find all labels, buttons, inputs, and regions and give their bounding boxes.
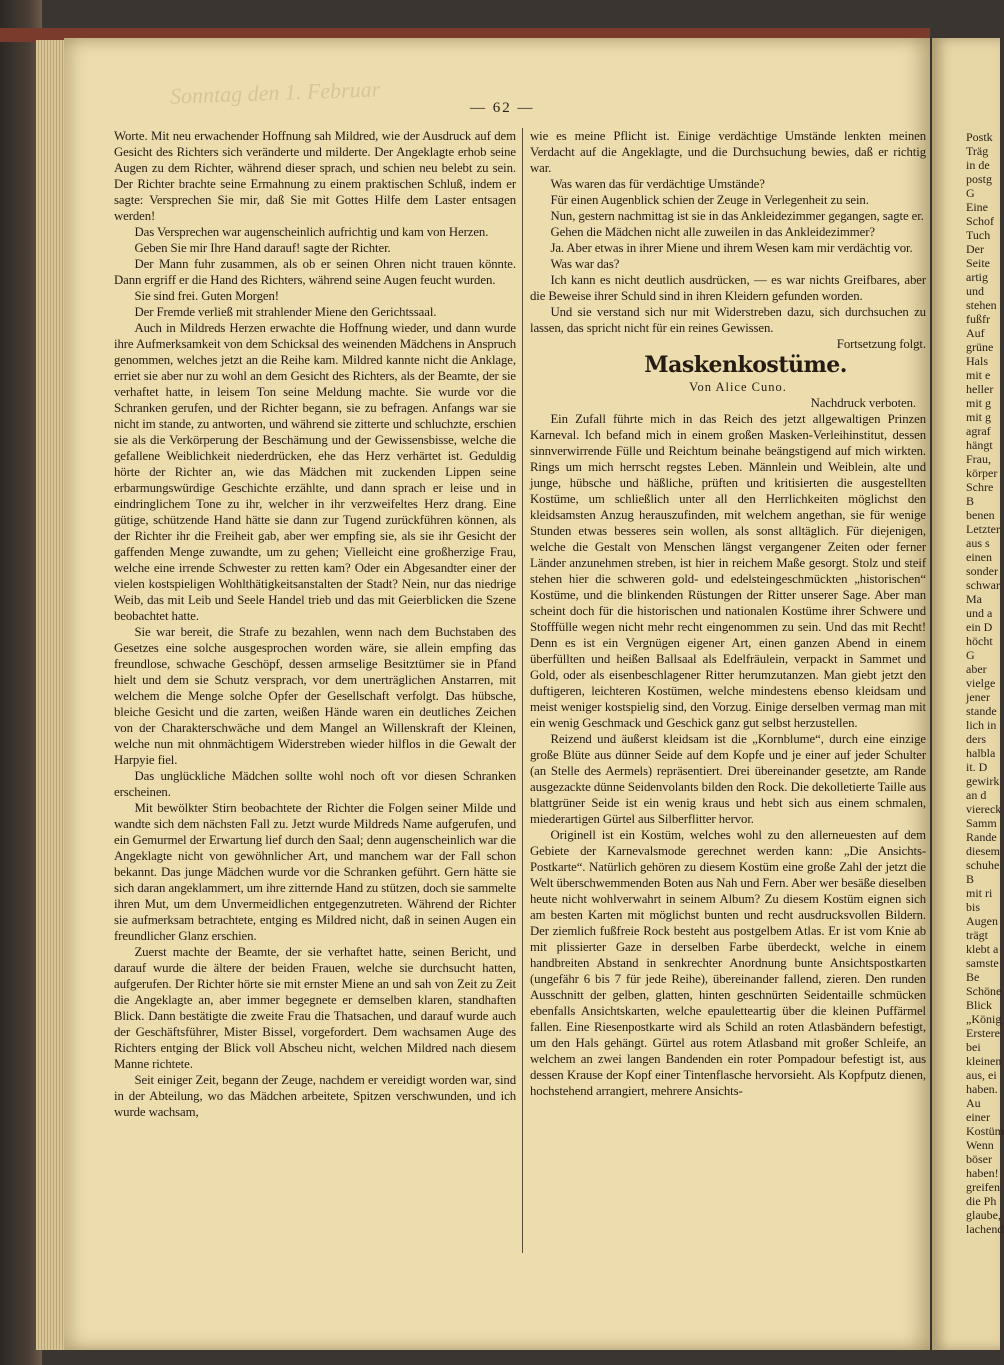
next-page-line-fragment: mit g — [966, 410, 992, 424]
next-page-line-fragment: Samm — [966, 816, 997, 830]
paragraph: Zuerst machte der Beamte, der sie verhaftet hatte, seinen Bericht, und darauf wurde die ältere der beiden Frauen, welche sie durchsucht hatten, aufgerufen. Der Richter hörte sie mit ernster Miene an und sah von Zeit zu Zeit die Angeklagte an, aber immer begegnete er demselben klaren, standhaften Blick. Dann bestätigte die zweite Frau die Thatsachen, und darauf wurde auch der Geschäftsführer, Mister Bissel, vorgefordert. Dem wachsamen Auge des Richters entging der Blick voll Abscheu nicht, welchen Mildred nach diesem Manne richtete. — [114, 945, 516, 1071]
article-paragraph: Reizend und äußerst kleidsam ist die „Kornblume“, durch eine einzige große Blüte aus dünner Seide auf dem Kopfe und je einer auf jeder Schulter (an Stelle des Aermels) repräsentiert. Drei übereinander gesetzte, am Rande ausgezackte dünne Seidenvolants bilden den Rock. Die dekolletierte Taille aus blattgrüner Seide ist ein wenig kraus und hebt sich aus einem schmalen, miederartigen Gürtel aus Silberflitter hervor. — [530, 732, 926, 826]
next-page-line-fragment: glaube, — [966, 1208, 1001, 1222]
next-page-line-fragment: haben. — [966, 1082, 998, 1096]
next-page-line-fragment: fußfr — [966, 312, 990, 326]
paragraph: Geben Sie mir Ihre Hand darauf! sagte der Richter. — [134, 241, 391, 255]
next-page-line-fragment: Be — [966, 970, 980, 984]
paragraph: Seit einiger Zeit, begann der Zeuge, nachdem er vereidigt worden war, sind in der Abteilung, wo das Mädchen arbeitete, Spitzen verschwunden, und ich wurde wachsam, — [114, 1073, 516, 1119]
next-page-line-fragment: Letzter — [966, 522, 1000, 536]
page-number: — 62 — — [470, 100, 535, 116]
continuation-notice: Fortsetzung folgt. — [836, 337, 926, 351]
next-page-line-fragment: lachend — [966, 1222, 1004, 1236]
next-page-line-fragment: stande — [966, 704, 997, 718]
next-page-line-fragment: greifen — [966, 1180, 1000, 1194]
next-page-line-fragment: Der — [966, 242, 984, 256]
next-page-line-fragment: diesem — [966, 844, 1000, 858]
next-page-line-fragment: Träg — [966, 144, 989, 158]
next-page-line-fragment: und — [966, 284, 984, 298]
paragraph: Der Mann fuhr zusammen, als ob er seinen Ohren nicht trauen könnte. Dann ergriff er die Hand des Richters, während seine Augen feucht wurden. — [114, 257, 516, 287]
paragraph: Auch in Mildreds Herzen erwachte die Hoffnung wieder, und dann wurde ihre Aufmerksamkeit von dem Schicksal des weinenden Mädchens in Anspruch genommen, welches jetzt an die Reihe kam. Mildred kannte nicht die Anklage, erriet sie aber nur zu wohl an dem Gesicht des Richters, als der Beamte, der sie verhaftet hatte, in leisem Ton seine Meldung machte. Sie wurde vor die Schranken gerufen, und der Richter begann, sie zu befragen. Anfangs war sie nicht im stande, zu antworten, und während sie zitterte und schluchzte, erschien sie als die Verkörperung der Beschämung und der Gewissensbisse, welche die gefallene Weiblichkeit niederdrücken, ehe das Herz verhärtet ist. Geduldig hörte der Richter an, wie das Mädchen mit zuckenden Lippen seine erbarmungswürdige Geschichte erzählte, und dann sprach er leise und in eindringlichem Tone zu ihr, welcher in ihr verzweifeltes Herz drang. Eine gütige, schützende Hand hätte sie dann zur Tugend zurückführen können, als der Richter ihr die Freiheit gab, aber wer empfing sie, als sie ihr Gesicht der gaffenden Menge zuwandte, um zu gehen; Vielleicht eine großherzige Frau, welche eine irrende Schwester zu retten kam? Oder ein Abgesandter einer der vielen kostspieligen Wohlthätigkeitsanstalten der Stadt? Nein, nur das niedrige Weib, das mit Leib und Seele Handel trieb und das mit Geierblicken die Szene beobachtet hatte. — [114, 321, 516, 623]
next-page-line-fragment: G — [966, 186, 975, 200]
next-page-line-fragment: aus s — [966, 536, 990, 550]
next-page-line-fragment: schwar — [966, 578, 1000, 592]
column-divider — [522, 128, 523, 1253]
next-page-line-fragment: ders — [966, 732, 986, 746]
paragraph: Sie sind frei. Guten Morgen! — [134, 289, 279, 303]
next-page-line-fragment: ein D — [966, 620, 993, 634]
next-page-line-fragment: it. D — [966, 760, 988, 774]
next-page-line-fragment: mit e — [966, 368, 991, 382]
paragraph: Gehen die Mädchen nicht alle zuweilen in das Ankleidezimmer? — [550, 225, 875, 239]
next-page-line-fragment: Blick — [966, 998, 992, 1012]
continuation-line — [530, 336, 926, 352]
next-page-line-fragment: hängt — [966, 438, 993, 452]
left-column — [114, 128, 516, 1120]
next-page-line-fragment: stehen — [966, 298, 997, 312]
next-page-line-fragment: Postk — [966, 130, 993, 144]
next-page-line-fragment: haben! — [966, 1166, 999, 1180]
next-page-line-fragment: „König — [966, 1012, 1002, 1026]
paragraph: Was war das? — [550, 257, 620, 271]
next-page-line-fragment: Hals — [966, 354, 988, 368]
paragraph: Sie war bereit, die Strafe zu bezahlen, wenn nach dem Buchstaben des Gesetzes eine solche ausgesprochen worden wäre, sie allein empfing das freundlose, schwache Geschöpf, dessen armselige Besitztümer sie in Pfand hielt und dem sie Schutz versprach, vor dem unerträglichen Anstarren, mit welchem die Menge solche Opfer der Gesellschaft verfolgt. Das hübsche, bleiche Gesicht und die zarten, weißen Hände waren ein deutliches Zeichen von der Charakterschwäche und dem Mangel an Willenskraft der Kleinen, welche nun mit ohnmächtigem Widerstreben wieder hilflos in die Gewalt der Harpyie fiel. — [114, 625, 516, 767]
article-paragraph: Ein Zufall führte mich in das Reich des jetzt allgewaltigen Prinzen Karneval. Ich befand mich in einem großen Masken-Verleihinstitut, dessen sinnverwirrende Fülle und Reichtum beinahe beängstigend auf mich wirkten. Rings um mich herrscht regstes Leben. Männlein und Weiblein, alte und junge, hübsche und häßliche, prüften und kritisierten die ausgestellten Kostüme, um schließlich unter all den Herrlichkeiten möglichst den kleidsamsten Anzug herauszufinden, mit welchem angethan, sie für wenige Stunden etwas besseres sein wollen, als sonst alltäglich. Für diejenigen, welche die Gestalt von Menschen längst vergangener Zeiten oder ferner Länder anzunehmen streben, ist hier in reichem Maße gesorgt. Stolz und steif stehen hier die schweren gold- und edelsteingeschmückten „historischen“ Kostüme, und die blinkenden Rüstungen der Ritter unserer Sage. Aber man scheint doch für die historischen und nationalen Kostüme ihrer Schwere und Stofffülle wegen nicht mehr recht eingenommen zu sein. Und das mit Recht! Denn es ist ein Vergnügen eigener Art, einen ganzen Abend in einem überfüllten und heißen Ballsaal als Edelfräulein, verpackt in Sammet und Gold, oder als eisenbeschlagener Ritter herumzutanzen. Man giebt jetzt den duftigeren, leichteren Kostümen, welche mindestens ebenso kleidsam und meist weniger kostspielig sind, den Vorzug. Einige derselben vermag man mit ein wenig Geschmack und Geschick ganz gut selbst herzustellen. — [530, 412, 926, 730]
next-page-line-fragment: bei — [966, 1040, 981, 1054]
next-page-line-fragment: agraf — [966, 424, 991, 438]
next-page-line-fragment: kleinen — [966, 1054, 1002, 1068]
next-page-line-fragment: höcht — [966, 634, 993, 648]
next-page-line-fragment: einen — [966, 550, 992, 564]
article-paragraph: Originell ist ein Kostüm, welches wohl zu den allerneuesten auf dem Gebiete der Karnevalsmode gerechnet werden kann: „Die Ansichts-Postkarte“. Natürlich gehören zu diesem Kostüm eine große Zahl der jetzt die Welt überschwemmenden Boten aus Nah und Fern. Aber wer besäße dieselben heute nicht wohlverwahrt in seinem Album? Zu diesem Kostüm eignen sich am besten Karten mit möglichst bunten und recht ausdrucksvollen Bildern. Der ziemlich fußfreie Rock besteht aus postgelbem Atlas. Er ist vom Knie ab mit plissierter Gaze in derselben Farbe überdeckt, welche in einem handbreiten Abstand in senkrechter Anordnung bunte Ansichtspostkarten (ungefähr 6 bis 7 für jede Reihe), übereinander fallend, zieren. Den runden Ausschnitt der gelben, glatten, hinten geschnürten Seidentaille schmücken ebenfalls Ansichtskarten, welche epauletteartig über die kleinen Puffärmel fallen. Eine Riesenpostkarte wird als Schild an roten Atlasbändern befestigt, um den Hals gehängt. Gürtel aus rotem Atlasband mit großer Schleife, an welchem an zwei langen Bandenden ein roter Pompadour befestigt ist, aus dessen Krause der Kopf einer Tintenflasche hervorsieht. Als Kopfputz dienen, hochstehend arrangiert, mehrere Ansichts- — [530, 828, 926, 1098]
next-page-line-fragment: halbla — [966, 746, 996, 760]
next-page-line-fragment: Eine — [966, 200, 988, 214]
article-byline: Von Alice Cuno. — [689, 380, 787, 394]
paragraph: Das unglückliche Mädchen sollte wohl noch oft vor diesen Schranken erscheinen. — [114, 769, 516, 799]
next-page-line-fragment: Auf — [966, 326, 985, 340]
next-page-line-fragment: benen — [966, 508, 995, 522]
reprint-notice: Nachdruck verboten. — [810, 396, 916, 410]
next-page-line-fragment: und a — [966, 606, 993, 620]
next-page-line-fragment: lich in — [966, 718, 997, 732]
next-page-line-fragment: Schre — [966, 480, 994, 494]
next-page-line-fragment: gewirk — [966, 774, 1000, 788]
next-page-line-fragment: trägt — [966, 928, 988, 942]
next-page-line-fragment: bis — [966, 900, 981, 914]
article-title: Maskenkostüme. — [644, 352, 847, 378]
next-page-line-fragment: Tuch — [966, 228, 991, 242]
paragraph: Ich kann es nicht deutlich ausdrücken, — es war nichts Greifbares, aber die Beweise ihrer Schuld sind in ihren Kleidern gefunden worden. — [530, 273, 926, 303]
next-page-line-fragment: Schöne — [966, 984, 1002, 998]
paragraph: Worte. Mit neu erwachender Hoffnung sah Mildred, wie der Ausdruck auf dem Gesicht des Richters sich veränderte und milderte. Der Angeklagte erhob seine Augen zu dem Richter, während dieser sprach, und schien neu belebt zu sein. Der Richter brachte seine Ermahnung zu einem praktischen Schluß, indem er sagte: Versprechen Sie mir, daß Sie mit Gottes Hilfe dem Laster entsagen werden! — [114, 129, 516, 223]
next-page-line-fragment: einer — [966, 1110, 990, 1124]
next-page-line-fragment: artig — [966, 270, 988, 284]
next-page-line-fragment: Frau, — [966, 452, 991, 466]
next-page-line-fragment: Ma — [966, 592, 982, 606]
next-page-line-fragment: viereck — [966, 802, 1002, 816]
next-page-line-fragment: klebt a — [966, 942, 999, 956]
next-page-line-fragment: heller — [966, 382, 994, 396]
next-page-line-fragment: mit ri — [966, 886, 993, 900]
right-column — [530, 128, 926, 1099]
next-page-line-fragment: körper — [966, 466, 998, 480]
next-page-line-fragment: aber — [966, 662, 987, 676]
next-page-line-fragment: jener — [966, 690, 990, 704]
next-page-line-fragment: an d — [966, 788, 987, 802]
next-page-line-fragment: vielge — [966, 676, 996, 690]
next-page-line-fragment: in de — [966, 158, 990, 172]
paragraph: Der Fremde verließ mit strahlender Miene den Gerichtssaal. — [134, 305, 437, 319]
paragraph: Das Versprechen war augenscheinlich aufrichtig und kam von Herzen. — [134, 225, 489, 239]
paragraph: Und sie verstand sich nur mit Widerstreben dazu, sich durchsuchen zu lassen, das spricht nicht für ein reines Gewissen. — [530, 305, 926, 335]
next-page-line-fragment: B — [966, 494, 975, 508]
paragraph: Ja. Aber etwas in ihrer Miene und ihrem Wesen kam mir verdächtig vor. — [550, 241, 913, 255]
next-page-line-fragment: samste — [966, 956, 999, 970]
next-page-line-fragment: sonder — [966, 564, 998, 578]
paragraph: Für einen Augenblick schien der Zeuge in Verlegenheit zu sein. — [550, 193, 869, 207]
next-page-line-fragment: Augen — [966, 914, 998, 928]
next-page-line-fragment: G — [966, 648, 975, 662]
next-page-line-fragment: mit g — [966, 396, 992, 410]
next-page-line-fragment: B — [966, 872, 975, 886]
next-page-line-fragment: Seite — [966, 256, 990, 270]
next-page-line-fragment: Kostüm — [966, 1124, 1004, 1138]
next-page-line-fragment: Au — [966, 1096, 981, 1110]
paragraph: Nun, gestern nachmittag ist sie in das Ankleidezimmer gegangen, sagte er. — [550, 209, 924, 223]
paragraph: Mit bewölkter Stirn beobachtete der Richter die Folgen seiner Milde und wandte sich dem nächsten Fall zu. Jetzt wurde Mildreds Name aufgerufen, und ein Gemurmel der Erwartung lief durch den Saal; denn augenscheinlich war die Angeklagte nicht von gewöhnlicher Art, und manchem war der Fall schon bekannt. Das junge Mädchen wurde vor die Schranken geführt. Gern hätte sie sich daran angeklammert, um ihre zitternde Hand zu stützen, doch sie sammelte ihren Mut, um dem Unvermeidlichen entgegenzutreten. Während der Richter sie aufmerksam betrachtete, entging es Mildred nicht, daß in seinen Augen ein freundlicher Glanz erschien. — [114, 801, 516, 943]
next-page-edge — [932, 38, 1004, 1350]
next-page-line-fragment: böser — [966, 1152, 992, 1166]
paragraph: Was waren das für verdächtige Umstände? — [550, 177, 765, 191]
next-page-line-fragment: Erstere — [966, 1026, 1000, 1040]
next-page-line-fragment: schuhe — [966, 858, 1000, 872]
next-page-line-fragment: postg — [966, 172, 993, 186]
next-page-line-fragment: Schof — [966, 214, 994, 228]
next-page-line-fragment: Wenn — [966, 1138, 994, 1152]
next-page-line-fragment: aus, ei — [966, 1068, 997, 1082]
bleed-through-text: Sonntag den 1. Februar — [169, 76, 381, 109]
next-page-line-fragment: Rande — [966, 830, 997, 844]
next-page-line-fragment: grüne — [966, 340, 994, 354]
paragraph: wie es meine Pflicht ist. Einige verdächtige Umstände lenkten meinen Verdacht auf die Angeklagte, und die Durchsuchung bewies, daß er richtig war. — [530, 129, 926, 175]
next-page-line-fragment: die Ph — [966, 1194, 997, 1208]
